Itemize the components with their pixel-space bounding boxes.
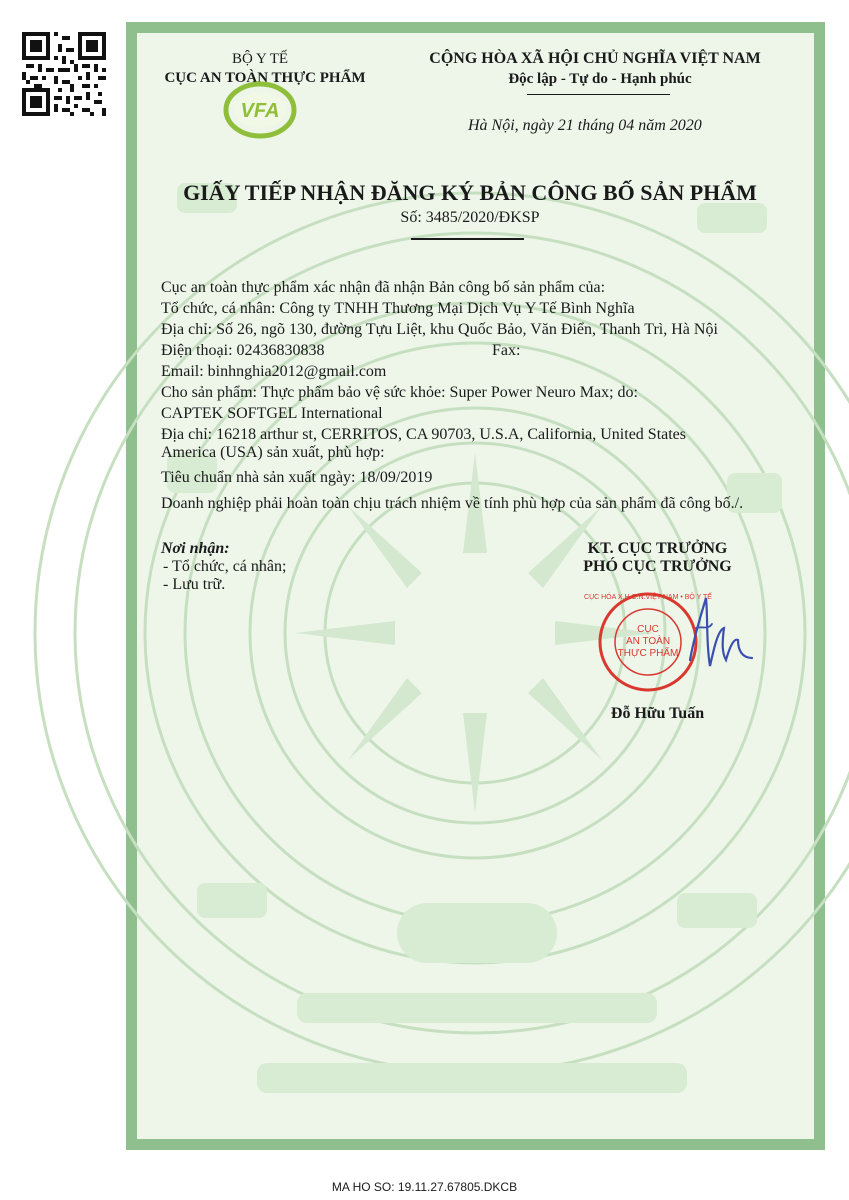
title-underline — [411, 238, 524, 240]
stamp-text: THỰC PHẨM — [617, 648, 679, 659]
agency-name: BỘ Y TẾ — [231, 51, 289, 67]
body-line: Email: binhnghia2012@gmail.com — [161, 363, 387, 380]
qr-code — [22, 32, 106, 116]
signer-subtitle: PHÓ CỤC TRƯỞNG — [583, 558, 732, 575]
body-line: Cục an toàn thực phẩm xác nhận đã nhận Bản công bố sản phẩm của: — [161, 279, 606, 296]
record-code: MA HO SO: 19.11.27.67805.DKCB — [331, 1180, 518, 1194]
handwritten-signature — [672, 588, 762, 678]
vfa-logo-text: VFA — [240, 100, 280, 122]
body-line: Địa chỉ: 16218 arthur st, CERRITOS, CA 90703, U.S.A, California, United States — [161, 426, 687, 443]
stamp-text: AN TOÀN — [625, 636, 671, 647]
stamp-ring-text: CỤC HÓA X.H.C.N.VIỆT NAM • BỘ Y TẾ — [584, 594, 712, 601]
country-name: CỘNG HÒA XÃ HỘI CHỦ NGHĨA VIỆT NAM — [429, 50, 761, 67]
body-line: Địa chỉ: Số 26, ngõ 130, đường Tựu Liệt, khu Quốc Bảo, Văn Điển, Thanh Trì, Hà Nội — [161, 321, 718, 338]
recipient-item: - Lưu trữ. — [163, 576, 226, 593]
body-line: Cho sản phẩm: Thực phẩm bảo vệ sức khỏe: Super Power Neuro Max; do: — [161, 384, 638, 401]
vfa-logo — [222, 80, 298, 140]
motto-underline — [527, 94, 670, 95]
issue-date: Hà Nội, ngày 21 tháng 04 năm 2020 — [468, 117, 702, 134]
recipients-title: Nơi nhận: — [161, 540, 230, 557]
body-line: Tiêu chuẩn nhà sản xuất ngày: 18/09/2019 — [161, 469, 433, 486]
body-line: Điện thoại: 02436830838 — [161, 342, 325, 359]
body-line: Tổ chức, cá nhân: Công ty TNHH Thương Mại Dịch Vụ Y Tế Bình Nghĩa — [161, 300, 635, 317]
recipient-item: - Tổ chức, cá nhân; — [163, 558, 287, 575]
fax-label: Fax: — [492, 342, 521, 359]
department-name: CỤC AN TOÀN THỰC PHẨM — [164, 70, 366, 86]
national-motto: Độc lập - Tự do - Hạnh phúc — [508, 71, 692, 87]
signer-name: Đỗ Hữu Tuấn — [610, 705, 705, 722]
page-title: GIẤY TIẾP NHẬN ĐĂNG KÝ BẢN CÔNG BỐ SẢN PHẨM — [183, 180, 757, 205]
document-number: Số: 3485/2020/ĐKSP — [400, 209, 540, 226]
stamp-text: CỤC — [637, 624, 659, 635]
body-line: America (USA) sản xuất, phù hợp: — [161, 444, 385, 461]
body-line: Doanh nghiệp phải hoàn toàn chịu trách nhiệm về tính phù hợp của sản phẩm đã công bố./. — [161, 495, 744, 512]
body-line: CAPTEK SOFTGEL International — [161, 405, 383, 422]
signer-title: KT. CỤC TRƯỞNG — [587, 540, 728, 557]
